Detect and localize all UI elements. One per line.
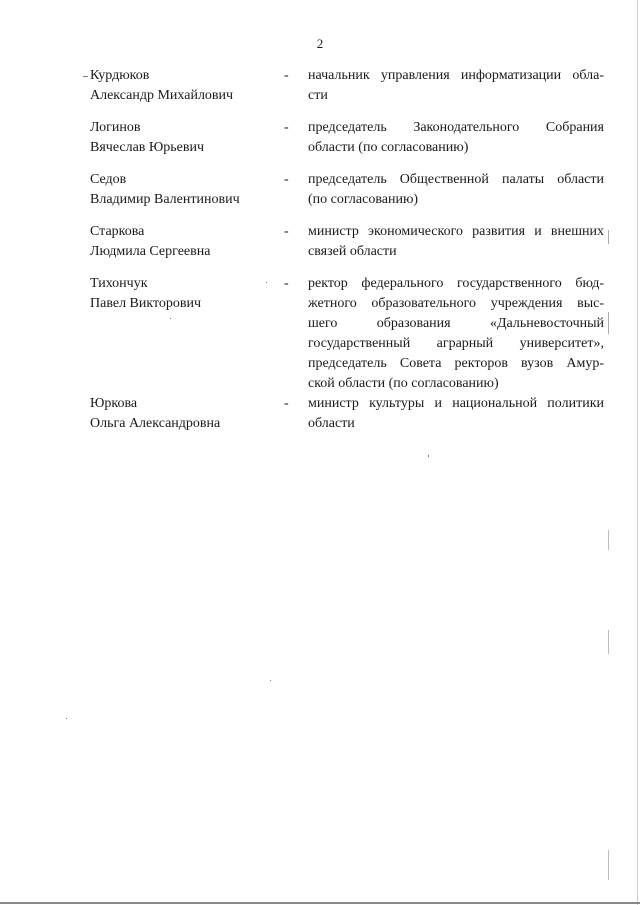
- position-line: шего образования «Дальневосточный: [308, 316, 604, 331]
- member-position: [308, 118, 604, 158]
- scan-speck: [270, 680, 271, 681]
- member-name: [90, 274, 280, 314]
- scan-speck: [266, 282, 267, 283]
- position-line: области (по согласованию): [308, 140, 469, 155]
- position-line: министр культуры и национальной политики: [308, 396, 604, 411]
- scan-border-right: [637, 0, 638, 905]
- member-given-names: Владимир Валентинович: [90, 192, 240, 207]
- scan-speck: [66, 718, 67, 719]
- separator-dash: -: [284, 276, 289, 291]
- scan-edge-mark: [608, 850, 609, 880]
- member-surname: Старкова: [90, 224, 145, 239]
- scan-edge-mark: [608, 630, 609, 654]
- position-line: начальник управления информатизации обла-: [308, 68, 604, 83]
- member-position: [308, 274, 604, 394]
- position-line: жетного образовательного учреждения выс-: [308, 296, 604, 311]
- member-name: [90, 170, 280, 210]
- position-line: председатель Законодательного Собрания: [308, 120, 604, 135]
- member-given-names: Александр Михайлович: [90, 88, 234, 103]
- member-name: [90, 118, 280, 158]
- separator-dash: -: [284, 172, 289, 187]
- member-position: [308, 170, 604, 210]
- scan-edge-mark: [608, 230, 609, 244]
- scan-speck: [83, 76, 88, 77]
- member-given-names: Людмила Сергеевна: [90, 244, 211, 259]
- member-surname: Юркова: [90, 396, 138, 411]
- separator-dash: -: [284, 224, 289, 239]
- page-number: 2: [316, 36, 324, 51]
- position-line: сти: [308, 88, 328, 103]
- scan-border-bottom: [0, 902, 640, 904]
- member-name: [90, 222, 280, 262]
- scan-edge-mark: [608, 530, 609, 550]
- scan-edge-mark: [608, 312, 609, 334]
- scan-speck: [428, 455, 429, 457]
- position-line: ректор федерального государственного бюд-: [308, 276, 604, 291]
- member-name: [90, 394, 280, 434]
- position-line: ской области (по согласованию): [308, 376, 499, 391]
- scan-speck: [170, 318, 171, 319]
- member-name: [90, 66, 280, 106]
- member-surname: Логинов: [90, 120, 141, 135]
- position-line: (по согласованию): [308, 192, 419, 207]
- member-surname: Тихончук: [90, 276, 148, 291]
- member-given-names: Ольга Александровна: [90, 416, 221, 431]
- position-line: министр экономического развития и внешних: [308, 224, 604, 239]
- member-position: [308, 66, 604, 106]
- position-line: области: [308, 416, 355, 431]
- member-surname: Седов: [90, 172, 127, 187]
- position-line: председатель Совета ректоров вузов Амур-: [308, 356, 604, 371]
- member-position: [308, 222, 604, 262]
- member-given-names: Вячеслав Юрьевич: [90, 140, 205, 155]
- separator-dash: -: [284, 68, 289, 83]
- separator-dash: -: [284, 396, 289, 411]
- position-line: государственный аграрный университет»,: [308, 336, 604, 351]
- separator-dash: -: [284, 120, 289, 135]
- member-surname: Курдюков: [90, 68, 150, 83]
- position-line: связей области: [308, 244, 397, 259]
- member-given-names: Павел Викторович: [90, 296, 202, 311]
- position-line: председатель Общественной палаты области: [308, 172, 604, 187]
- member-position: [308, 394, 604, 434]
